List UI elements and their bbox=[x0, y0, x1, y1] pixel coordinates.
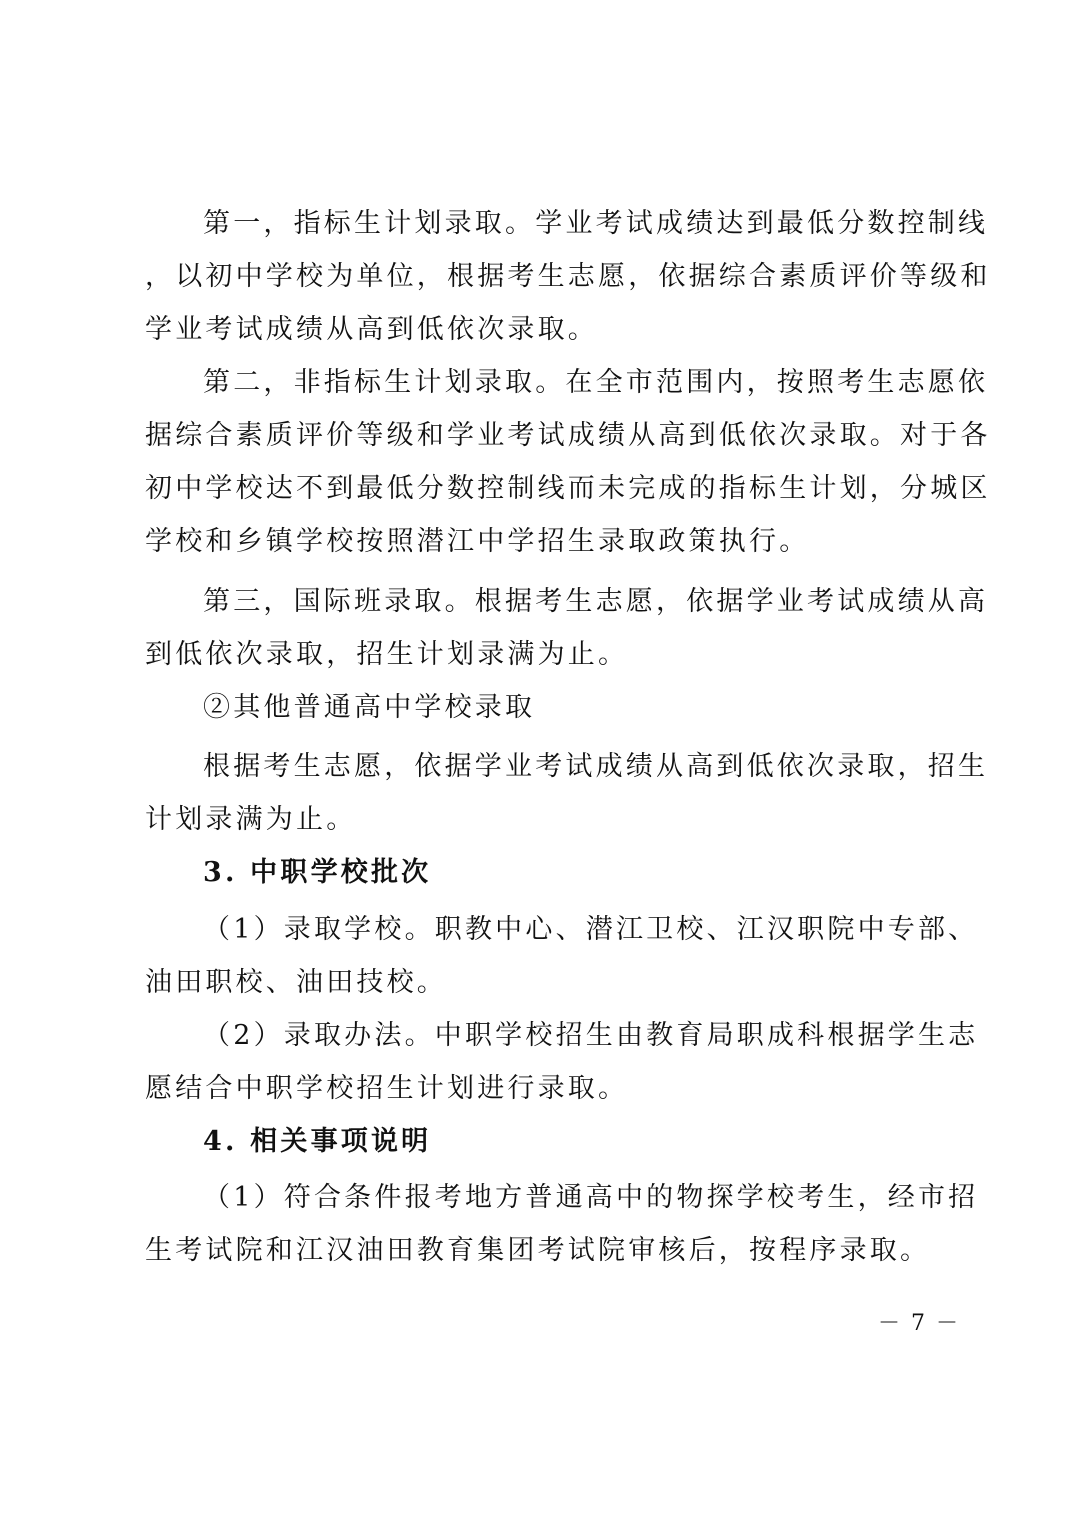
paragraph-line: 第二，非指标生计划录取。在全市范围内，按照考生志愿依 bbox=[203, 367, 989, 398]
paragraph-line: 计划录满为止。 bbox=[145, 804, 357, 835]
paragraph-line: 到低依次录取，招生计划录满为止。 bbox=[145, 639, 629, 670]
section-heading: 4. 相关事项说明 bbox=[203, 1126, 432, 1157]
paragraph-line: 第一，指标生计划录取。学业考试成绩达到最低分数控制线 bbox=[203, 208, 989, 239]
paragraph-line: 根据考生志愿，依据学业考试成绩从高到低依次录取，招生 bbox=[203, 751, 989, 782]
page-number: － 7 － bbox=[878, 1311, 960, 1336]
paragraph-line: 生考试院和江汉油田教育集团考试院审核后，按程序录取。 bbox=[145, 1235, 931, 1266]
section-heading: 3. 中职学校批次 bbox=[203, 857, 432, 888]
paragraph-line: 学业考试成绩从高到低依次录取。 bbox=[145, 314, 598, 345]
paragraph-line: 油田职校、油田技校。 bbox=[145, 967, 447, 998]
subheading: ②其他普通高中学校录取 bbox=[203, 692, 536, 723]
paragraph-line: 初中学校达不到最低分数控制线而未完成的指标生计划，分城区 bbox=[145, 473, 991, 504]
paragraph-line: ，以初中学校为单位，根据考生志愿，依据综合素质评价等级和 bbox=[145, 261, 991, 292]
paragraph-line: （1）符合条件报考地方普通高中的物探学校考生，经市招 bbox=[203, 1182, 979, 1213]
paragraph-line: 第三，国际班录取。根据考生志愿，依据学业考试成绩从高 bbox=[203, 586, 989, 617]
paragraph-line: （2）录取办法。中职学校招生由教育局职成科根据学生志 bbox=[203, 1020, 979, 1051]
paragraph-line: （1）录取学校。职教中心、潜江卫校、江汉职院中专部、 bbox=[203, 914, 979, 945]
paragraph-line: 愿结合中职学校招生计划进行录取。 bbox=[145, 1073, 629, 1104]
paragraph-line: 据综合素质评价等级和学业考试成绩从高到低依次录取。对于各 bbox=[145, 420, 991, 451]
paragraph-line: 学校和乡镇学校按照潜江中学招生录取政策执行。 bbox=[145, 526, 810, 557]
